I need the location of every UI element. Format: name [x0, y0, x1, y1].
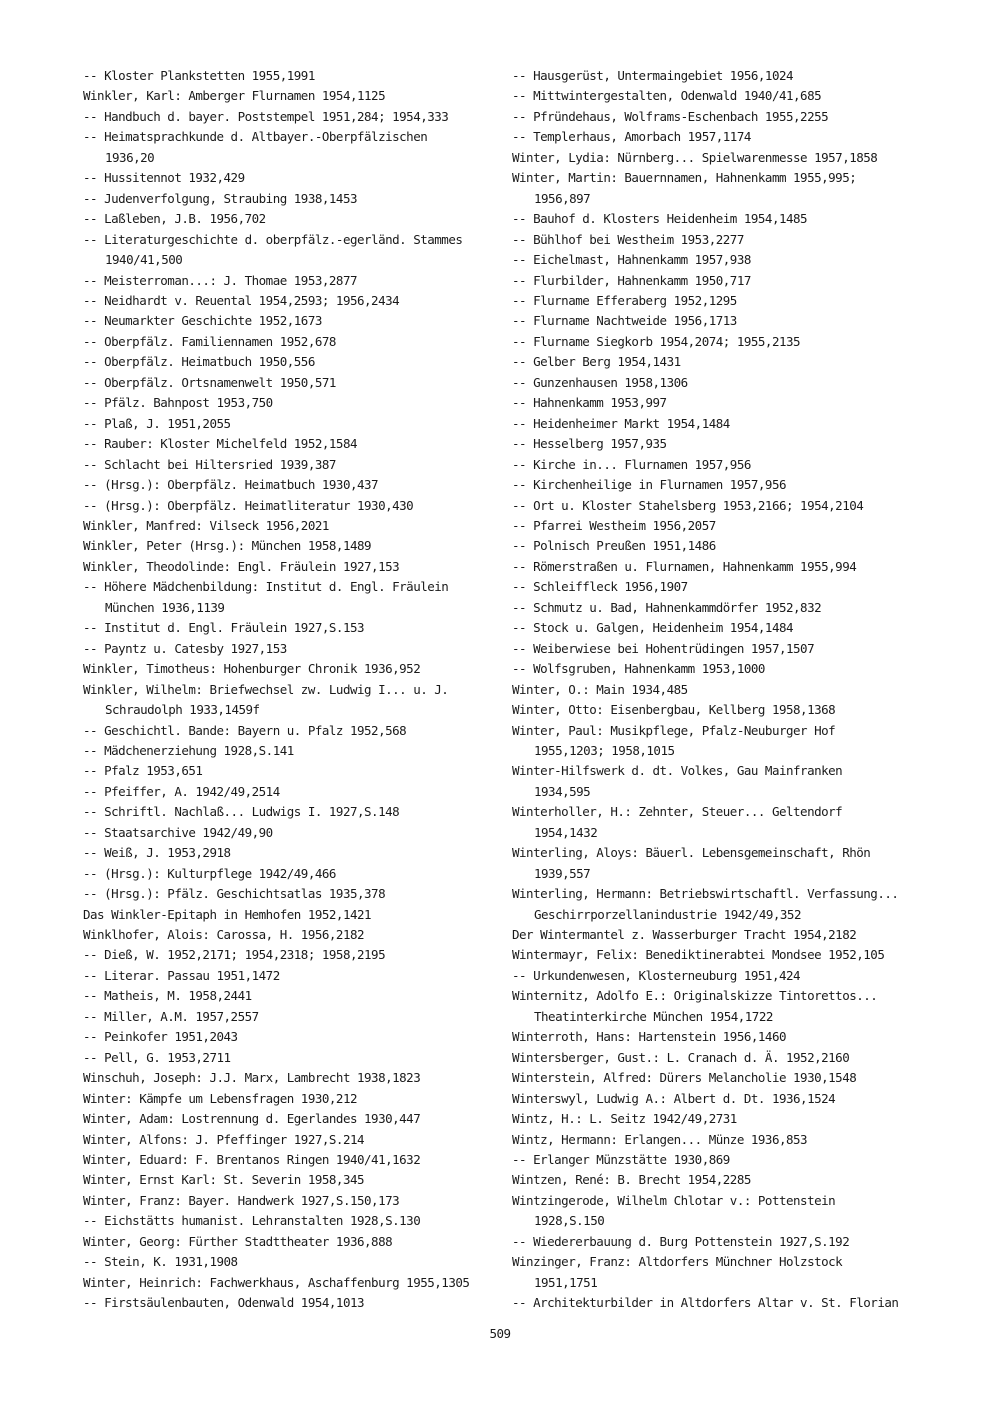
entry-text: Winterling, Aloys: Bäuerl. Lebensgemeinschaft, Rhön [512, 845, 871, 861]
index-entry [512, 1068, 942, 1088]
entry-text: -- Weiß, J. 1953,2918 [83, 845, 231, 861]
entry-continuation: 1940/41,500 [105, 252, 183, 268]
entry-continuation: 1951,1751 [534, 1274, 598, 1290]
index-entry [512, 1089, 942, 1109]
index-entry [512, 516, 942, 536]
index-entry [83, 127, 495, 168]
entry-text: -- Heidenheimer Markt 1954,1484 [512, 415, 730, 431]
entry-text: -- Flurname Siegkorb 1954,2074; 1955,2135 [512, 333, 801, 349]
index-entry [83, 536, 495, 556]
index-entry [83, 618, 495, 638]
entry-text: Wintersberger, Gust.: L. Cranach d. Ä. 1952,2160 [512, 1049, 850, 1065]
index-entry [512, 414, 942, 434]
index-entry [83, 986, 495, 1006]
index-entry [512, 1232, 942, 1252]
entry-text: -- Gelber Berg 1954,1431 [512, 354, 681, 370]
entry-text: Winterswyl, Ludwig A.: Albert d. Dt. 1936,1524 [512, 1090, 836, 1106]
entry-text: -- Flurname Nachtweide 1956,1713 [512, 313, 737, 329]
index-entry [512, 455, 942, 475]
left-index-column [83, 66, 495, 1314]
page-number: 509 [489, 1326, 511, 1341]
entry-text: -- Matheis, M. 1958,2441 [83, 988, 252, 1004]
index-entry [512, 1170, 942, 1190]
entry-text: Winter, Heinrich: Fachwerkhaus, Aschaffenburg 1955,1305 [83, 1274, 470, 1290]
entry-text: Winklhofer, Alois: Carossa, H. 1956,2182 [83, 927, 365, 943]
entry-text: Winter, Eduard: F. Brentanos Ringen 1940/41,1632 [83, 1152, 421, 1168]
index-entry [512, 496, 942, 516]
entry-text: -- Pfarrei Westheim 1956,2057 [512, 517, 716, 533]
entry-text: -- Firstsäulenbauten, Odenwald 1954,1013 [83, 1295, 365, 1311]
entry-text: -- Meisterroman...: J. Thomae 1953,2877 [83, 272, 357, 288]
entry-text: -- Kirche in... Flurnamen 1957,956 [512, 456, 751, 472]
index-entry [512, 86, 942, 106]
index-entry [83, 86, 495, 106]
index-entry [512, 1191, 942, 1232]
entry-text: Das Winkler-Epitaph in Hemhofen 1952,1421 [83, 906, 372, 922]
entry-continuation: 1936,20 [105, 149, 155, 165]
entry-text: -- Miller, A.M. 1957,2557 [83, 1008, 259, 1024]
index-entry [83, 455, 495, 475]
index-entry [512, 659, 942, 679]
entry-text: -- Laßleben, J.B. 1956,702 [83, 211, 266, 227]
index-entry [512, 986, 942, 1027]
index-entry [512, 1150, 942, 1170]
index-entry [83, 230, 495, 271]
entry-text: Winter-Hilfswerk d. dt. Volkes, Gau Mainfranken [512, 763, 843, 779]
entry-text: -- Rauber: Kloster Michelfeld 1952,1584 [83, 436, 357, 452]
entry-text: Wintermayr, Felix: Benediktinerabtei Mondsee 1952,105 [512, 947, 885, 963]
index-entry [512, 639, 942, 659]
entry-text: -- Neumarkter Geschichte 1952,1673 [83, 313, 322, 329]
entry-text: -- Hahnenkamm 1953,997 [512, 395, 667, 411]
index-entry [83, 291, 495, 311]
index-entry [83, 966, 495, 986]
entry-continuation: 1939,557 [534, 865, 591, 881]
index-entry [83, 721, 495, 741]
entry-text: -- Institut d. Engl. Fräulein 1927,S.153 [83, 620, 365, 636]
entry-text: -- Peinkofer 1951,2043 [83, 1029, 238, 1045]
entry-text: Winter, Adam: Lostrennung d. Egerlandes 1930,447 [83, 1111, 421, 1127]
entry-text: -- (Hrsg.): Pfälz. Geschichtsatlas 1935,378 [83, 886, 386, 902]
entry-text: -- Neidhardt v. Reuental 1954,2593; 1956,2434 [83, 292, 400, 308]
index-entry [83, 1089, 495, 1109]
entry-text: Winter, Paul: Musikpflege, Pfalz-Neuburger Hof [512, 722, 836, 738]
entry-text: -- Staatsarchive 1942/49,90 [83, 824, 273, 840]
index-entry [512, 761, 942, 802]
entry-text: Winter, Georg: Fürther Stadttheater 1936,888 [83, 1233, 393, 1249]
entry-text: -- Wiedererbauung d. Burg Pottenstein 1927,S.192 [512, 1233, 850, 1249]
entry-text: Winternitz, Adolfo E.: Originalskizze Tintorettos... [512, 988, 878, 1004]
index-entry [83, 1293, 495, 1313]
entry-text: Winzinger, Franz: Altdorfers Münchner Holzstock [512, 1254, 843, 1270]
entry-text: -- Schlacht bei Hiltersried 1939,387 [83, 456, 336, 472]
index-entry [83, 496, 495, 516]
entry-continuation: 1955,1203; 1958,1015 [534, 742, 675, 758]
entry-text: -- Pfründehaus, Wolframs-Eschenbach 1955,2255 [512, 108, 829, 124]
index-entry [83, 577, 495, 618]
index-entry [512, 107, 942, 127]
entry-continuation: München 1936,1139 [105, 599, 225, 615]
entry-text: -- Literaturgeschichte d. oberpfälz.-egerländ. Stammes [83, 231, 463, 247]
entry-text: -- Architekturbilder in Altdorfers Altar v. St. Florian [512, 1295, 899, 1311]
index-entry [512, 536, 942, 556]
entry-text: Winter, O.: Main 1934,485 [512, 681, 688, 697]
entry-text: -- Plaß, J. 1951,2055 [83, 415, 231, 431]
index-entry [83, 905, 495, 925]
index-entry [83, 639, 495, 659]
entry-text: -- Polnisch Preußen 1951,1486 [512, 538, 716, 554]
index-entry [512, 311, 942, 331]
index-entry [512, 577, 942, 597]
index-entry [83, 1130, 495, 1150]
entry-text: -- Römerstraßen u. Flurnamen, Hahnenkamm 1955,994 [512, 558, 857, 574]
entry-text: Wintz, Hermann: Erlangen... Münze 1936,853 [512, 1131, 808, 1147]
entry-text: -- Handbuch d. bayer. Poststempel 1951,284; 1954,333 [83, 108, 449, 124]
entry-text: Winter, Franz: Bayer. Handwerk 1927,S.150,173 [83, 1192, 400, 1208]
entry-continuation: 1934,595 [534, 783, 591, 799]
index-entry [512, 250, 942, 270]
index-entry [512, 557, 942, 577]
index-entry [83, 884, 495, 904]
index-entry [512, 393, 942, 413]
index-entry [512, 843, 942, 884]
entry-text: -- Stock u. Galgen, Heidenheim 1954,1484 [512, 620, 794, 636]
index-entry [83, 168, 495, 188]
entry-text: Winkler, Theodolinde: Engl. Fräulein 1927,153 [83, 558, 400, 574]
index-entry [83, 1007, 495, 1027]
index-entry [512, 209, 942, 229]
index-entry [512, 271, 942, 291]
entry-text: -- Pfälz. Bahnpost 1953,750 [83, 395, 273, 411]
index-entry [512, 598, 942, 618]
index-entry [512, 925, 942, 945]
entry-text: -- Kloster Plankstetten 1955,1991 [83, 68, 315, 83]
index-entry [512, 680, 942, 700]
index-entry [512, 700, 942, 720]
entry-text: -- Oberpfälz. Heimatbuch 1950,556 [83, 354, 315, 370]
index-entry [83, 1252, 495, 1272]
index-entry [512, 66, 942, 86]
index-entry [83, 680, 495, 721]
entry-text: -- Mädchenerziehung 1928,S.141 [83, 742, 294, 758]
entry-text: -- Bühlhof bei Westheim 1953,2277 [512, 231, 744, 247]
index-entry [83, 107, 495, 127]
entry-text: -- Wolfsgruben, Hahnenkamm 1953,1000 [512, 661, 765, 677]
index-entry [83, 66, 495, 86]
entry-text: Winkler, Karl: Amberger Flurnamen 1954,1125 [83, 88, 386, 104]
entry-text: -- Templerhaus, Amorbach 1957,1174 [512, 129, 751, 145]
entry-text: -- Bauhof d. Klosters Heidenheim 1954,1485 [512, 211, 808, 227]
entry-text: Winter, Martin: Bauernnamen, Hahnenkamm 1955,995; [512, 170, 857, 186]
index-entry [83, 311, 495, 331]
index-entry [512, 1130, 942, 1150]
entry-text: -- Schmutz u. Bad, Hahnenkammdörfer 1952,832 [512, 599, 822, 615]
entry-text: -- Flurbilder, Hahnenkamm 1950,717 [512, 272, 751, 288]
entry-continuation: 1956,897 [534, 190, 591, 206]
index-entry [512, 1048, 942, 1068]
entry-text: -- Mittwintergestalten, Odenwald 1940/41,685 [512, 88, 822, 104]
entry-text: -- Erlanger Münzstätte 1930,869 [512, 1152, 730, 1168]
right-index-column [512, 66, 942, 1314]
index-entry [512, 618, 942, 638]
entry-text: -- Urkundenwesen, Klosterneuburg 1951,424 [512, 967, 801, 983]
entry-text: -- Kirchenheilige in Flurnamen 1957,956 [512, 477, 786, 493]
index-entry [512, 802, 942, 843]
index-entry [83, 925, 495, 945]
index-entry [512, 291, 942, 311]
index-entry [512, 475, 942, 495]
entry-text: Winter, Otto: Eisenbergbau, Kellberg 1958,1368 [512, 702, 836, 718]
entry-text: -- (Hrsg.): Kulturpflege 1942/49,466 [83, 865, 336, 881]
entry-text: Winschuh, Joseph: J.J. Marx, Lambrecht 1938,1823 [83, 1070, 421, 1086]
index-entry [83, 516, 495, 536]
entry-text: -- Flurname Efferaberg 1952,1295 [512, 292, 737, 308]
entry-text: Winkler, Timotheus: Hohenburger Chronik 1936,952 [83, 661, 421, 677]
index-entry [83, 1109, 495, 1129]
index-entry [83, 1048, 495, 1068]
index-entry [512, 1293, 942, 1313]
entry-text: -- Hausgerüst, Untermaingebiet 1956,1024 [512, 68, 794, 83]
entry-text: -- Höhere Mädchenbildung: Institut d. Engl. Fräulein [83, 579, 449, 595]
index-entry [83, 271, 495, 291]
entry-text: Winkler, Manfred: Vilseck 1956,2021 [83, 517, 329, 533]
index-entry [83, 414, 495, 434]
entry-text: -- Judenverfolgung, Straubing 1938,1453 [83, 190, 357, 206]
entry-text: -- Hesselberg 1957,935 [512, 436, 667, 452]
index-entry [83, 864, 495, 884]
entry-text: -- Ort u. Kloster Stahelsberg 1953,2166; 1954,2104 [512, 497, 864, 513]
index-entry [512, 966, 942, 986]
index-entry [83, 475, 495, 495]
index-entry [83, 209, 495, 229]
index-entry [83, 393, 495, 413]
index-entry [512, 1109, 942, 1129]
entry-continuation: Theatinterkirche München 1954,1722 [534, 1008, 773, 1024]
index-entry [512, 168, 942, 209]
index-entry [512, 884, 942, 925]
entry-text: -- Oberpfälz. Ortsnamenwelt 1950,571 [83, 374, 336, 390]
entry-text: Der Wintermantel z. Wasserburger Tracht 1954,2182 [512, 927, 857, 943]
index-entry [83, 1191, 495, 1211]
index-entry [83, 761, 495, 781]
entry-text: Winterroth, Hans: Hartenstein 1956,1460 [512, 1029, 786, 1045]
index-entry [512, 148, 942, 168]
entry-text: -- (Hrsg.): Oberpfälz. Heimatbuch 1930,437 [83, 477, 379, 493]
entry-text: -- Schleiffleck 1956,1907 [512, 579, 688, 595]
index-entry [83, 1068, 495, 1088]
entry-text: -- Payntz u. Catesby 1927,153 [83, 640, 287, 656]
index-entry [83, 557, 495, 577]
index-entry [512, 373, 942, 393]
entry-text: Winterling, Hermann: Betriebswirtschaftl. Verfassung... [512, 886, 899, 902]
index-entry [512, 434, 942, 454]
index-entry [512, 1252, 942, 1293]
index-entry [83, 1273, 495, 1293]
entry-text: -- Literar. Passau 1951,1472 [83, 967, 280, 983]
index-entry [512, 127, 942, 147]
index-entry [83, 434, 495, 454]
index-entry [83, 1150, 495, 1170]
entry-text: Winter, Lydia: Nürnberg... Spielwarenmesse 1957,1858 [512, 149, 878, 165]
index-entry [83, 1232, 495, 1252]
entry-text: -- Schriftl. Nachlaß... Ludwigs I. 1927,S.148 [83, 804, 400, 820]
index-entry [83, 1211, 495, 1231]
entry-continuation: 1954,1432 [534, 824, 598, 840]
entry-text: -- Oberpfälz. Familiennamen 1952,678 [83, 333, 336, 349]
entry-continuation: 1928,S.150 [534, 1213, 605, 1229]
entry-text: -- Weiberwiese bei Hohentrüdingen 1957,1507 [512, 640, 815, 656]
index-entry [83, 373, 495, 393]
entry-text: -- Pell, G. 1953,2711 [83, 1049, 231, 1065]
index-entry [83, 782, 495, 802]
entry-text: -- Pfalz 1953,651 [83, 763, 203, 779]
index-entry [83, 332, 495, 352]
entry-text: Winter: Kämpfe um Lebensfragen 1930,212 [83, 1090, 357, 1106]
entry-text: -- Gunzenhausen 1958,1306 [512, 374, 688, 390]
entry-continuation: Schraudolph 1933,1459f [105, 702, 260, 718]
entry-text: -- Stein, K. 1931,1908 [83, 1254, 238, 1270]
index-entry [83, 352, 495, 372]
entry-text: Wintzingerode, Wilhelm Chlotar v.: Pottenstein [512, 1192, 836, 1208]
entry-text: -- Eichelmast, Hahnenkamm 1957,938 [512, 252, 751, 268]
index-entry [512, 1027, 942, 1047]
index-entry [512, 230, 942, 250]
entry-continuation: Geschirrporzellanindustrie 1942/49,352 [534, 906, 801, 922]
entry-text: Winterholler, H.: Zehnter, Steuer... Geltendorf [512, 804, 843, 820]
index-entry [512, 332, 942, 352]
index-entry [512, 945, 942, 965]
index-entry [83, 659, 495, 679]
index-entry [83, 823, 495, 843]
index-entry [512, 352, 942, 372]
entry-text: Winterstein, Alfred: Dürers Melancholie 1930,1548 [512, 1070, 857, 1086]
index-entry [83, 189, 495, 209]
entry-text: Winter, Alfons: J. Pfeffinger 1927,S.214 [83, 1131, 365, 1147]
entry-text: Wintzen, René: B. Brecht 1954,2285 [512, 1172, 751, 1188]
index-entry [83, 741, 495, 761]
index-entry [83, 802, 495, 822]
index-entry [83, 945, 495, 965]
index-entry [512, 721, 942, 762]
entry-text: -- Pfeiffer, A. 1942/49,2514 [83, 783, 280, 799]
entry-text: -- Hussitennot 1932,429 [83, 170, 245, 186]
index-entry [83, 843, 495, 863]
entry-text: -- Eichstätts humanist. Lehranstalten 1928,S.130 [83, 1213, 421, 1229]
entry-text: Winkler, Wilhelm: Briefwechsel zw. Ludwig I... u. J. [83, 681, 449, 697]
entry-text: Winter, Ernst Karl: St. Severin 1958,345 [83, 1172, 365, 1188]
entry-text: -- (Hrsg.): Oberpfälz. Heimatliteratur 1930,430 [83, 497, 414, 513]
entry-text: Winkler, Peter (Hrsg.): München 1958,1489 [83, 538, 372, 554]
index-entry [83, 1170, 495, 1190]
entry-text: -- Geschichtl. Bande: Bayern u. Pfalz 1952,568 [83, 722, 407, 738]
entry-text: -- Dieß, W. 1952,2171; 1954,2318; 1958,2195 [83, 947, 386, 963]
index-entry [83, 1027, 495, 1047]
entry-text: -- Heimatsprachkunde d. Altbayer.-Oberpfälzischen [83, 129, 428, 145]
entry-text: Wintz, H.: L. Seitz 1942/49,2731 [512, 1111, 737, 1127]
